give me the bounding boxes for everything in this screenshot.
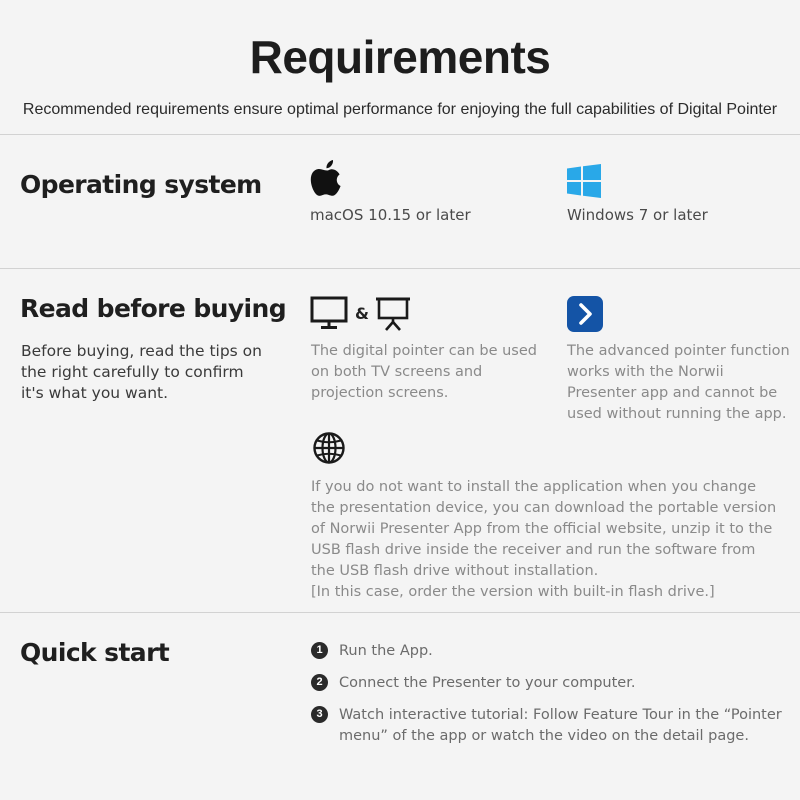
step-text: Connect the Presenter to your computer.: [339, 675, 636, 691]
step-number-badge: 3: [311, 706, 328, 723]
step-number-badge: 1: [311, 642, 328, 659]
windows-icon: [567, 164, 601, 198]
quick-start-step: [311, 705, 791, 747]
tip-app: The advanced pointer function works with the Norwii Presenter app and cannot be used without running the app.: [567, 343, 790, 422]
page-title: Requirements: [249, 31, 551, 83]
ampersand: &: [355, 304, 369, 323]
section-heading-quick-start: Quick start: [20, 638, 170, 667]
macos-requirement: macOS 10.15 or later: [310, 206, 471, 224]
read-before-buying-description: Before buying, read the tips on the right carefully to confirm it's what you want.: [21, 342, 262, 402]
globe-icon: [312, 431, 346, 465]
divider: [0, 268, 800, 269]
divider: [0, 134, 800, 135]
projection-screen-icon: [375, 296, 411, 332]
tip-portable-note: [In this case, order the version with built-in flash drive.]: [311, 584, 715, 600]
norwii-app-icon: [567, 296, 603, 332]
step-text: Run the App.: [339, 643, 433, 659]
apple-icon: [310, 158, 344, 198]
divider: [0, 612, 800, 613]
page-subtitle: Recommended requirements ensure optimal performance for enjoying the full capabilities of Digital Pointer: [22, 101, 778, 118]
step-number-badge: 2: [311, 674, 328, 691]
quick-start-step: [311, 673, 791, 694]
section-heading-read-before-buying: Read before buying: [20, 294, 287, 323]
section-heading-operating-system: Operating system: [20, 170, 262, 199]
tip-portable-app: If you do not want to install the application when you change the presentation device, you can download the portable version of Norwii Presenter App from the official website, unzip it to the USB flash drive inside the receiver and run the software from the USB flash drive without installation.: [311, 479, 777, 579]
step-text: Watch interactive tutorial: Follow Feature Tour in the “Pointer menu” of the app or watch the video on the detail page.: [339, 707, 782, 744]
windows-requirement: Windows 7 or later: [567, 206, 708, 224]
tip-screens: The digital pointer can be used on both TV screens and projection screens.: [311, 343, 537, 401]
monitor-icon: [310, 296, 348, 330]
quick-start-step: [311, 641, 791, 662]
